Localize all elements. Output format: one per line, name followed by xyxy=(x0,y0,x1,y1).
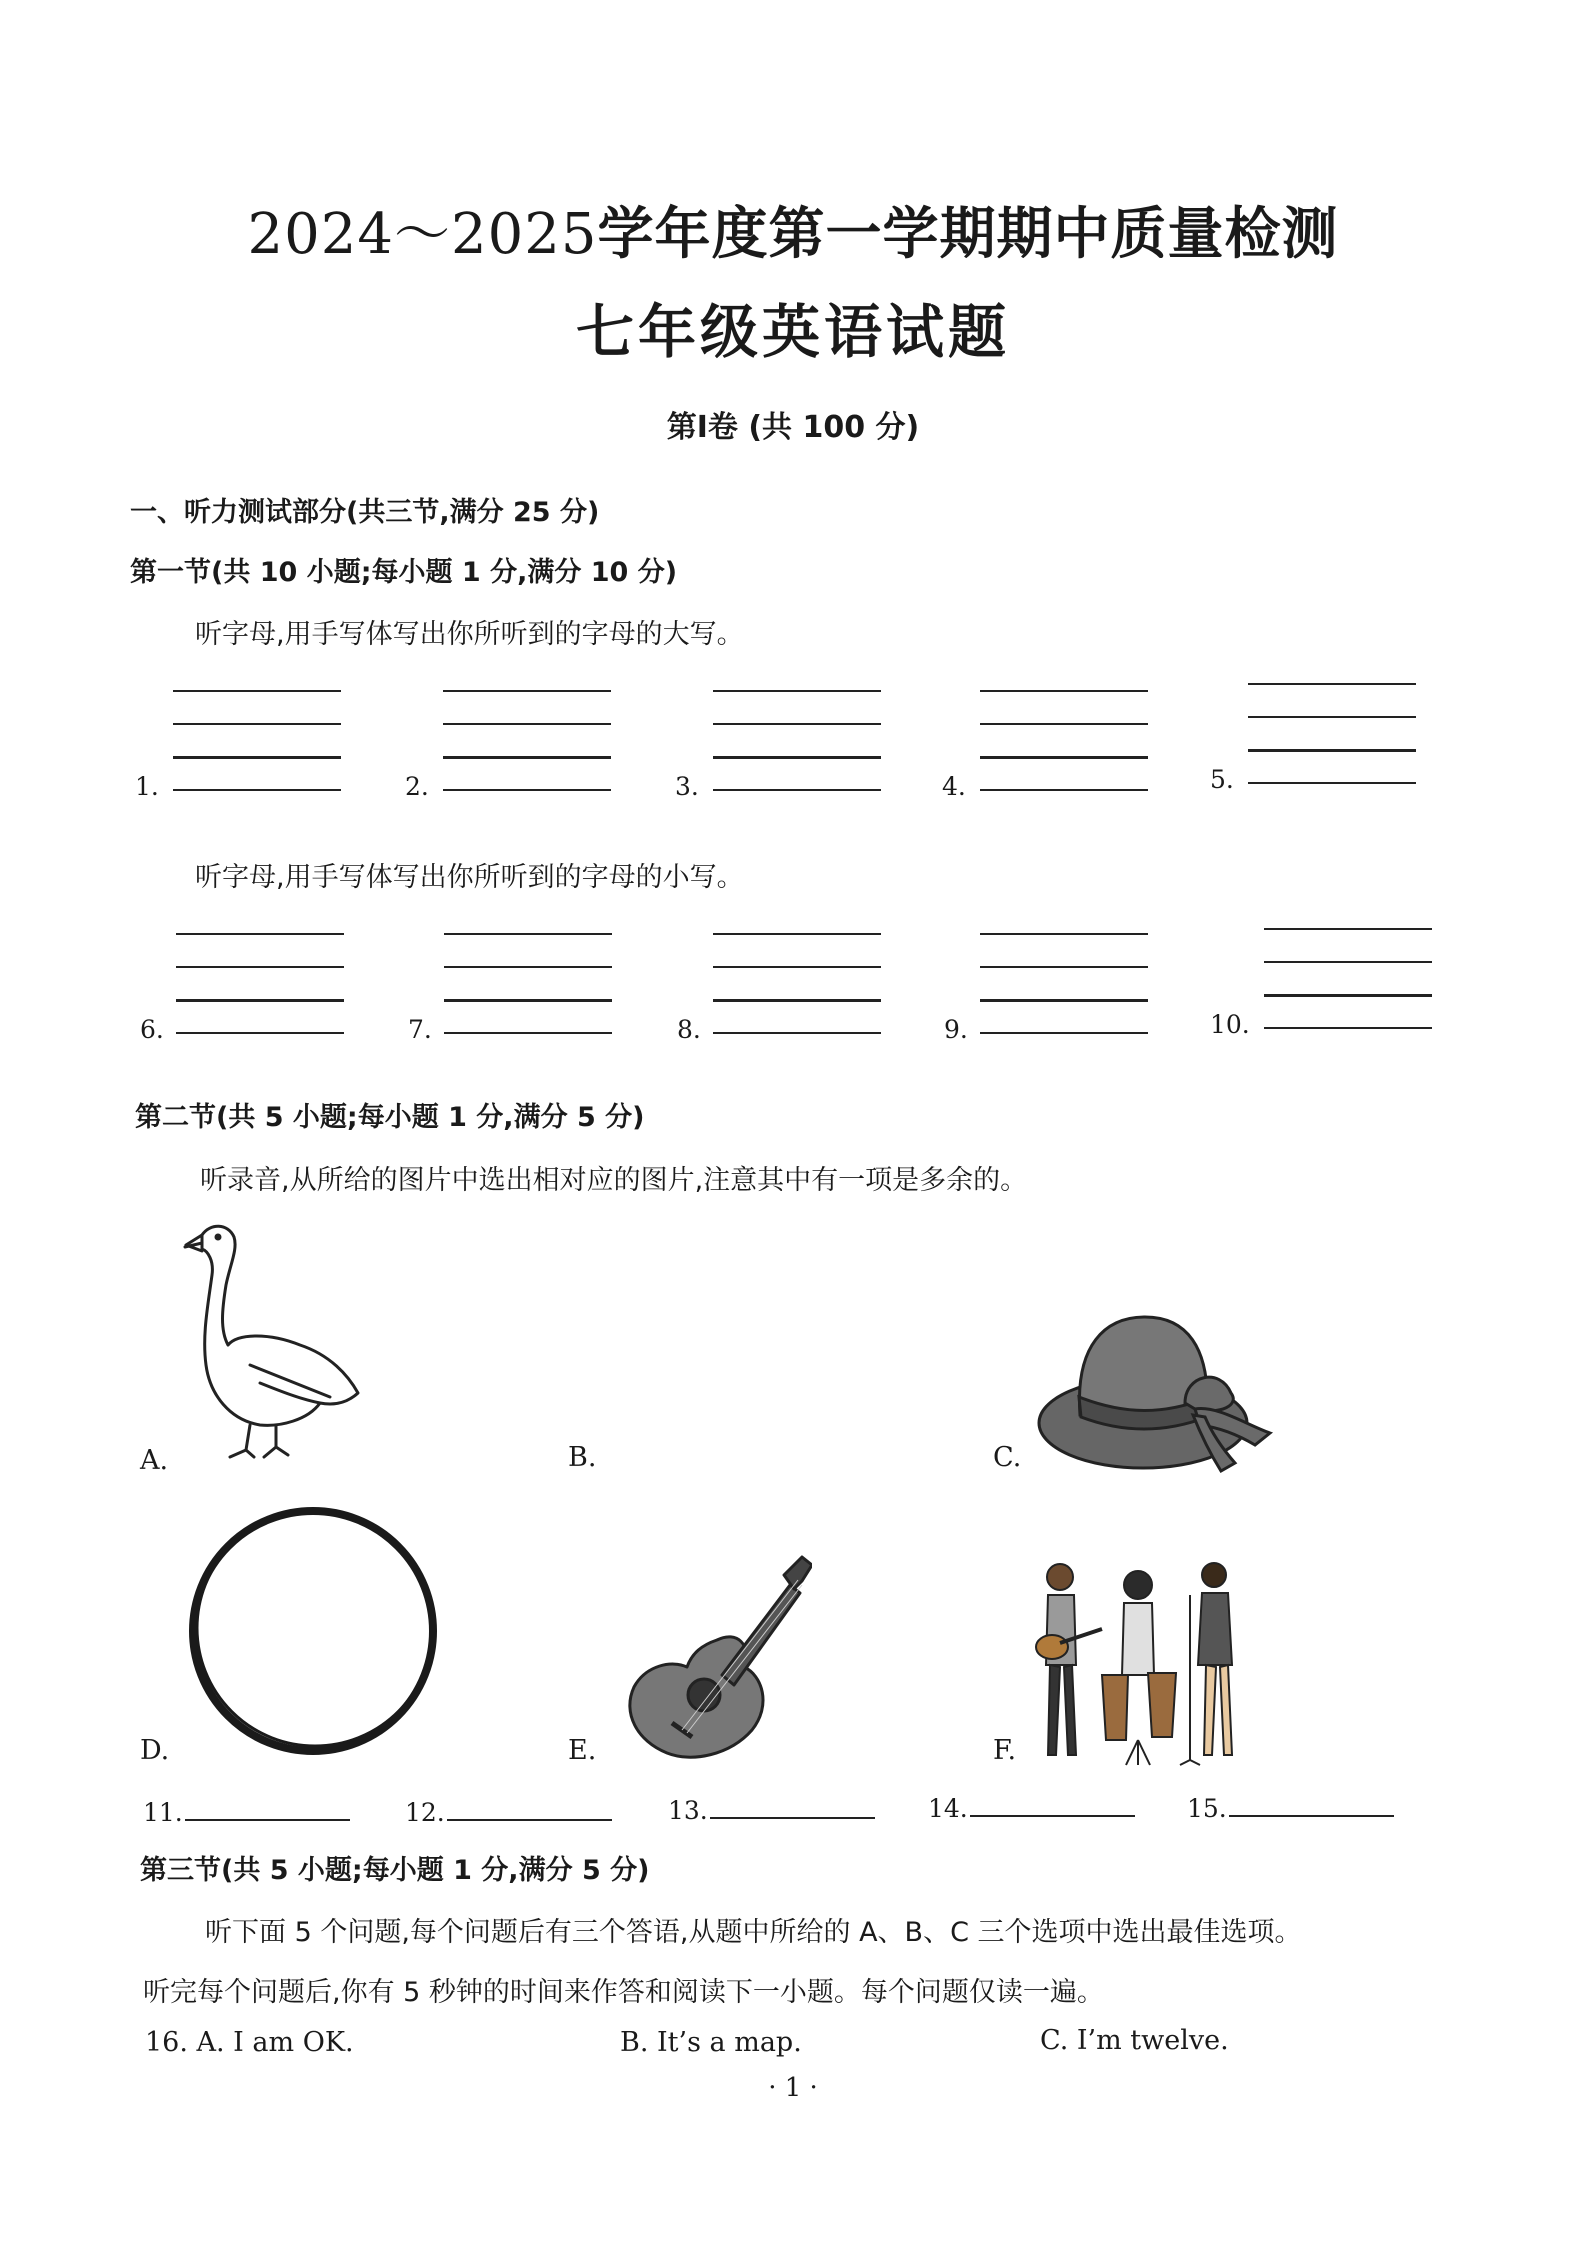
question-number: 15. xyxy=(1187,1794,1227,1823)
question-number: 1. xyxy=(135,772,159,801)
section1-heading: 第一节(共 10 小题;每小题 1 分,满分 10 分) xyxy=(130,557,678,588)
answer-blank-12[interactable] xyxy=(405,1795,612,1827)
title-rest: 学年度第一学期期中质量检测 xyxy=(597,202,1339,267)
q16-option-c: C. I’m twelve. xyxy=(1040,2025,1229,2056)
title-year: 2024～2025 xyxy=(247,202,598,267)
section1-instr-upper: 听字母,用手写体写出你所听到的字母的大写。 xyxy=(195,619,744,650)
q16-option-a: 16. A. I am OK. xyxy=(145,2027,354,2058)
circle-icon xyxy=(182,1500,444,1762)
q16-option-b: B. It’s a map. xyxy=(620,2027,802,2058)
section3-instr-line1: 听下面 5 个问题,每个问题后有三个答语,从题中所给的 A、B、C 三个选项中选出最佳选项。 xyxy=(205,1917,1302,1948)
part1-heading: 一、听力测试部分(共三节,满分 25 分) xyxy=(130,497,600,528)
page-number: · 1 · xyxy=(768,2073,818,2103)
hat-icon xyxy=(1035,1305,1275,1475)
answer-blank-11[interactable] xyxy=(143,1795,350,1827)
section3-heading: 第三节(共 5 小题;每小题 1 分,满分 5 分) xyxy=(140,1855,650,1886)
question-number: 9. xyxy=(944,1015,968,1044)
question-number: 3. xyxy=(675,772,699,801)
exam-subject-title: 七年级英语试题 xyxy=(575,298,1010,366)
guitar-icon xyxy=(612,1545,812,1765)
option-label-c: C. xyxy=(993,1442,1022,1473)
question-number: 8. xyxy=(677,1015,701,1044)
section3-instr-line2: 听完每个问题后,你有 5 秒钟的时间来作答和阅读下一小题。每个问题仅读一遍。 xyxy=(143,1977,1104,2008)
option-label-e: E. xyxy=(568,1735,597,1766)
option-label-a: A. xyxy=(140,1445,169,1476)
answer-blank-14[interactable] xyxy=(928,1791,1135,1823)
question-number: 6. xyxy=(140,1015,164,1044)
answer-blank-15[interactable] xyxy=(1187,1791,1394,1823)
question-number: 2. xyxy=(405,772,429,801)
option-label-f: F. xyxy=(993,1735,1017,1766)
band-icon xyxy=(1030,1555,1260,1770)
section2-instr: 听录音,从所给的图片中选出相对应的图片,注意其中有一项是多余的。 xyxy=(200,1165,1028,1196)
answer-blank-13[interactable] xyxy=(668,1793,875,1825)
question-number: 14. xyxy=(928,1794,968,1823)
volume-label: 第Ⅰ卷 (共 100 分) xyxy=(666,410,920,445)
question-number: 4. xyxy=(942,772,966,801)
question-number: 10. xyxy=(1210,1010,1250,1039)
exam-title xyxy=(0,190,1586,270)
section2-heading: 第二节(共 5 小题;每小题 1 分,满分 5 分) xyxy=(135,1102,645,1133)
question-number: 5. xyxy=(1210,765,1234,794)
section1-instr-lower: 听字母,用手写体写出你所听到的字母的小写。 xyxy=(195,862,744,893)
option-label-b: B. xyxy=(568,1442,597,1473)
question-number: 12. xyxy=(405,1798,445,1827)
question-number: 7. xyxy=(408,1015,432,1044)
goose-icon xyxy=(180,1215,370,1465)
question-number: 13. xyxy=(668,1796,708,1825)
option-label-d: D. xyxy=(140,1735,170,1766)
question-number: 11. xyxy=(143,1798,183,1827)
